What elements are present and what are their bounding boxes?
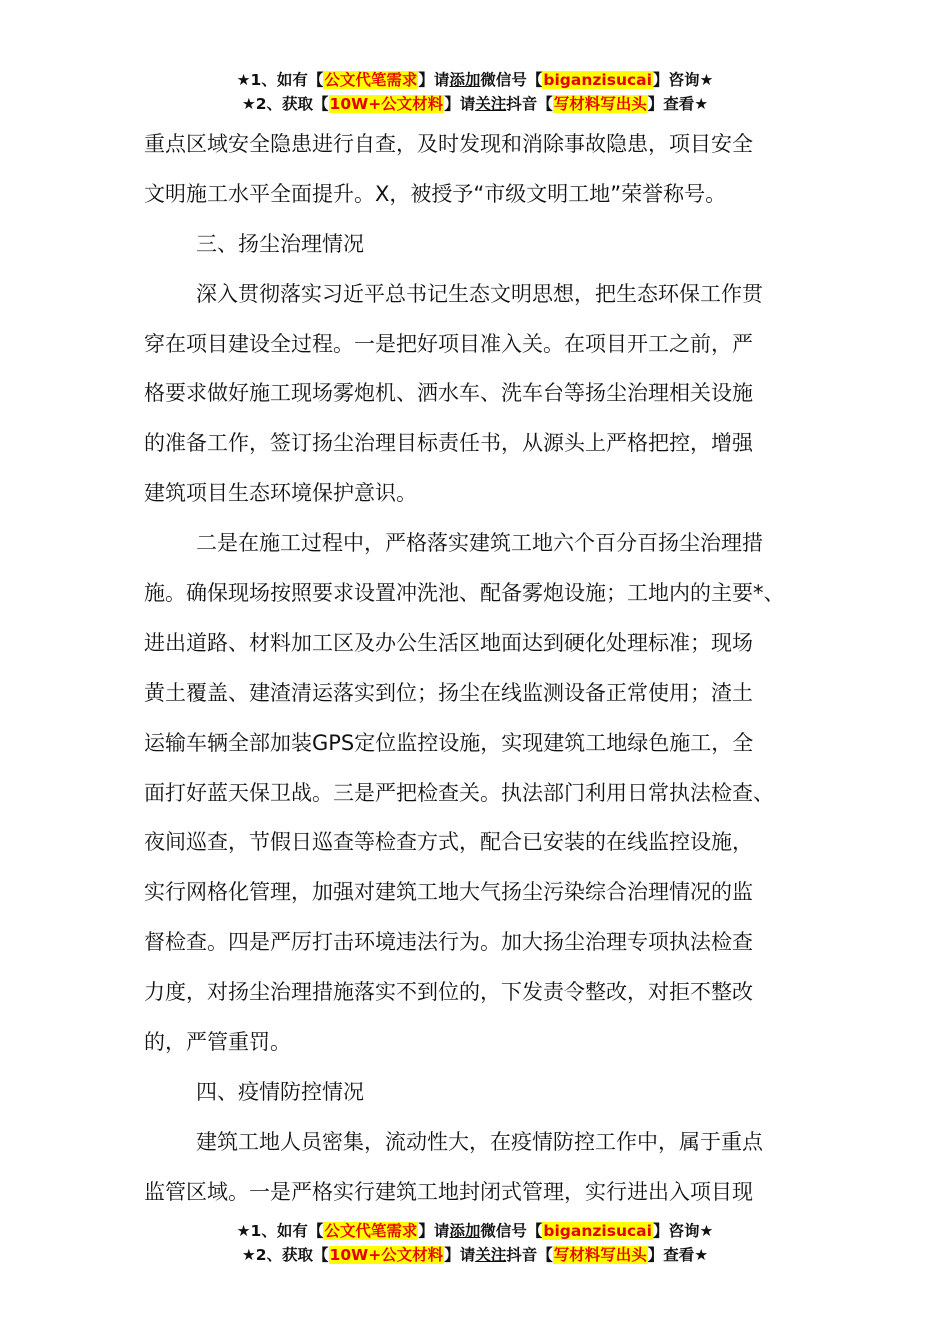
banner-emphasis: 关注 (475, 1246, 507, 1264)
banner-text: 微信号【 (480, 71, 543, 89)
banner-line-2 (0, 92, 950, 116)
banner-text: 】查看★ (647, 1246, 709, 1264)
text-line: 的准备工作，签订扬尘治理目标责任书，从源头上严格把控，增强 (144, 431, 753, 456)
banner-text: 微信号【 (480, 1222, 543, 1240)
footer-banner (0, 1219, 950, 1267)
banner-text: 】请 (418, 71, 450, 89)
text-line: 的，严管重罚。 (144, 1030, 291, 1055)
banner-emphasis: 添加 (449, 71, 481, 89)
text-line: 格要求做好施工现场雾炮机、洒水车、洗车台等扬尘治理相关设施 (144, 381, 753, 406)
text-line: 穿在项目建设全过程。一是把好项目准入关。在项目开工之前，严 (144, 331, 753, 356)
text-line: 实行网格化管理，加强对建筑工地大气扬尘污染综合治理情况的监 (144, 880, 753, 905)
text-line: 二是在施工过程中，严格落实建筑工地六个百分百扬尘治理措 (196, 531, 763, 556)
text-line: 运输车辆全部加装GPS定位监控设施，实现建筑工地绿色施工，全 (144, 730, 754, 755)
banner-line-1 (0, 68, 950, 92)
banner-text: 】咨询★ (652, 1222, 714, 1240)
text-line: 进出道路、材料加工区及办公生活区地面达到硬化处理标准；现场 (144, 630, 753, 655)
banner-highlight: 公文代笔需求 (324, 1222, 418, 1240)
banner-text: ★1、如有【 (236, 1222, 324, 1240)
banner-highlight: 10W+公文材料 (329, 95, 444, 113)
text-line: 力度，对扬尘治理措施落实不到位的，下发责令整改，对拒不整改 (144, 980, 753, 1005)
banner-highlight: 写材料写出头 (553, 1246, 647, 1264)
text-line: 建筑项目生态环境保护意识。 (144, 481, 417, 506)
banner-highlight: biganzisucai (543, 71, 652, 89)
banner-text: 】请 (418, 1222, 450, 1240)
banner-text: 抖音【 (506, 1246, 553, 1264)
banner-emphasis: 关注 (475, 95, 507, 113)
banner-line-2 (0, 1243, 950, 1267)
banner-text: 】咨询★ (652, 71, 714, 89)
banner-highlight: 写材料写出头 (553, 95, 647, 113)
text-line: 监管区域。一是严格实行建筑工地封闭式管理，实行进出入项目现 (144, 1179, 753, 1204)
text-line: 文明施工水平全面提升。X，被授予“市级文明工地”荣誉称号。 (144, 181, 727, 206)
text-line: 夜间巡查，节假日巡查等检查方式，配合已安装的在线监控设施， (144, 830, 753, 855)
banner-highlight: 10W+公文材料 (329, 1246, 444, 1264)
banner-text: ★1、如有【 (236, 71, 324, 89)
header-banner (0, 68, 950, 116)
banner-text: ★2、获取【 (241, 1246, 329, 1264)
text-line: 面打好蓝天保卫战。三是严把检查关。执法部门利用日常执法检查、 (144, 780, 774, 805)
banner-line-1 (0, 1219, 950, 1243)
section-heading: 三、扬尘治理情况 (196, 231, 364, 256)
text-line: 施。确保现场按照要求设置冲洗池、配备雾炮设施；工地内的主要*、 (144, 581, 785, 606)
text-line: 深入贯彻落实习近平总书记生态文明思想，把生态环保工作贯 (196, 281, 763, 306)
banner-highlight: 公文代笔需求 (324, 71, 418, 89)
banner-emphasis: 添加 (449, 1222, 481, 1240)
text-line: 建筑工地人员密集，流动性大，在疫情防控工作中，属于重点 (196, 1129, 763, 1154)
document-body (144, 120, 819, 1218)
text-line: 重点区域安全隐患进行自查，及时发现和消除事故隐患，项目安全 (144, 132, 753, 156)
banner-highlight: biganzisucai (543, 1222, 652, 1240)
text-line: 督检查。四是严厉打击环境违法行为。加大扬尘治理专项执法检查 (144, 930, 753, 955)
banner-text: ★2、获取【 (241, 95, 329, 113)
banner-text: 抖音【 (506, 95, 553, 113)
text-line: 黄土覆盖、建渣清运落实到位；扬尘在线监测设备正常使用；渣土 (144, 680, 753, 705)
section-heading: 四、疫情防控情况 (196, 1079, 364, 1104)
banner-text: 】查看★ (647, 95, 709, 113)
banner-text: 】请 (444, 1246, 476, 1264)
banner-text: 】请 (444, 95, 476, 113)
